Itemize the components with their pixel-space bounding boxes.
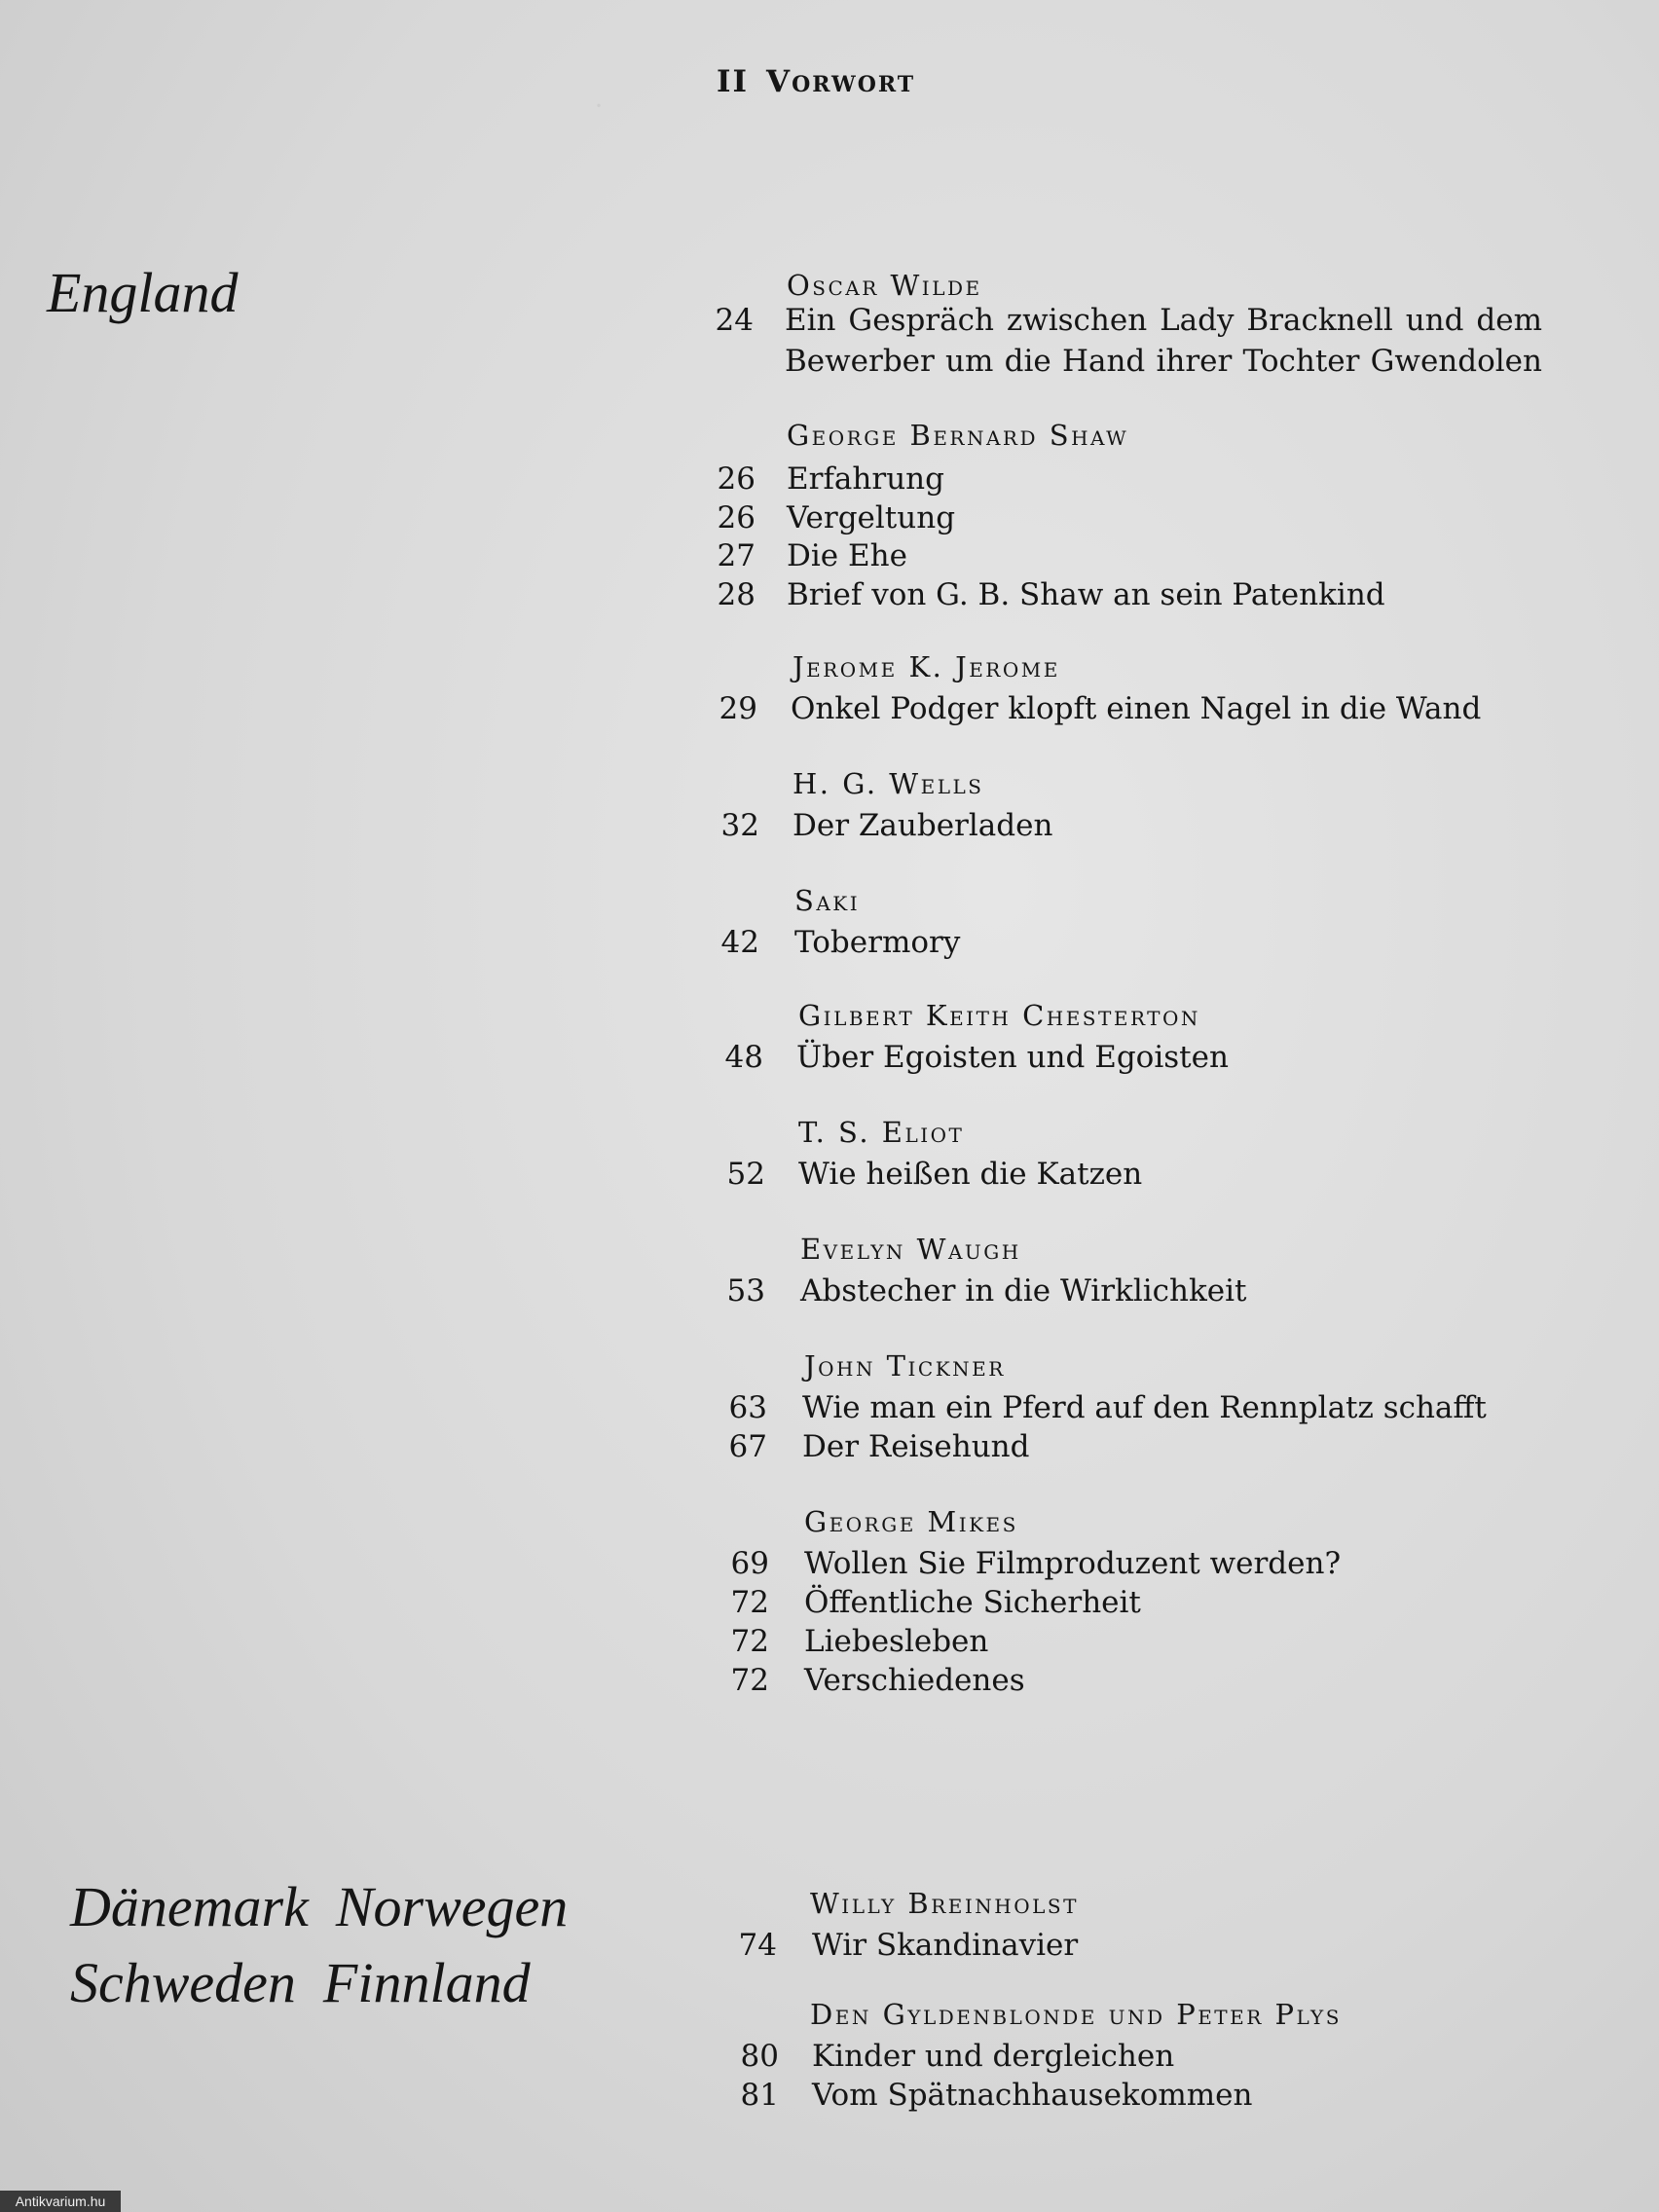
- author-name: Saki: [794, 884, 861, 917]
- region-word: Dänemark: [70, 1875, 309, 1938]
- page-number: 42: [720, 925, 759, 960]
- page-number: 80: [740, 2039, 779, 2074]
- entry-title: Tobermory: [794, 925, 961, 960]
- page-number: 26: [717, 500, 756, 535]
- region-scandinavia: [70, 1869, 595, 2021]
- entry-title: Onkel Podger klopft einen Nagel in die Wand: [791, 691, 1482, 726]
- page-header: [717, 64, 915, 99]
- page-number: 67: [728, 1429, 767, 1464]
- author-name: Jerome K. Jerome: [793, 650, 1060, 683]
- author-name: George Bernard Shaw: [787, 419, 1129, 452]
- entry-title: Brief von G. B. Shaw an sein Patenkind: [787, 577, 1385, 612]
- header-number: II: [717, 64, 750, 99]
- region-england: [47, 255, 266, 331]
- watermark: Antikvarium.hu: [0, 2191, 121, 2212]
- page-number: 29: [719, 691, 757, 726]
- entry-title: Kinder und dergleichen: [812, 2039, 1175, 2074]
- page-number: 27: [717, 538, 756, 573]
- author-name: Oscar Wilde: [787, 269, 982, 302]
- author-name: Willy Breinholst: [810, 1887, 1079, 1920]
- author-name: Gilbert Keith Chesterton: [798, 999, 1200, 1032]
- page-number: 53: [726, 1273, 765, 1309]
- entry-title: Über Egoisten und Egoisten: [796, 1040, 1229, 1075]
- entry-title: Vom Spätnachhausekommen: [812, 2078, 1253, 2113]
- entry-title: Der Zauberladen: [793, 808, 1053, 843]
- page-number: 72: [730, 1585, 769, 1620]
- author-name: George Mikes: [804, 1505, 1018, 1538]
- page-number: 26: [717, 461, 756, 497]
- page-number: 72: [730, 1624, 769, 1659]
- author-name: H. G. Wells: [793, 767, 984, 800]
- entry-title: Die Ehe: [787, 538, 907, 573]
- entry-title: Wollen Sie Filmproduzent werden?: [804, 1546, 1342, 1581]
- author-name: Evelyn Waugh: [800, 1233, 1021, 1266]
- entry-title: Ein Gespräch zwischen Lady Bracknell und dem: [785, 303, 1542, 338]
- page-number: 28: [717, 577, 756, 612]
- author-name: T. S. Eliot: [798, 1116, 965, 1149]
- page-number: 69: [730, 1546, 769, 1581]
- region-word: Schweden: [70, 1951, 296, 2014]
- header-title: Vorwort: [766, 64, 916, 99]
- entry-title: Verschiedenes: [804, 1663, 1025, 1698]
- author-name: John Tickner: [804, 1349, 1006, 1382]
- region-word: Norwegen: [335, 1875, 569, 1938]
- entry-title: Der Reisehund: [802, 1429, 1030, 1464]
- entry-title: Öffentliche Sicherheit: [804, 1585, 1141, 1620]
- bleed-through-text: ·: [594, 90, 604, 122]
- region-word: Finnland: [322, 1951, 531, 2014]
- entry-title: Abstecher in die Wirklichkeit: [800, 1273, 1247, 1309]
- page-number: 32: [720, 808, 759, 843]
- page-number: 52: [726, 1157, 765, 1192]
- entry-title: Wie heißen die Katzen: [798, 1157, 1143, 1192]
- page-number: 74: [738, 1928, 777, 1963]
- author-name: Den Gyldenblonde und Peter Plys: [810, 1998, 1342, 2031]
- page-number: 48: [724, 1040, 763, 1075]
- page-number: 63: [728, 1390, 767, 1425]
- entry-title: Erfahrung: [787, 461, 944, 497]
- entry-title: Bewerber um die Hand ihrer Tochter Gwendolen: [785, 344, 1542, 379]
- entry-title: Wie man ein Pferd auf den Rennplatz schafft: [802, 1390, 1487, 1425]
- page-number: 81: [740, 2078, 779, 2113]
- page-number: 72: [730, 1663, 769, 1698]
- region-word: England: [47, 261, 239, 324]
- entry-title: Wir Skandinavier: [812, 1928, 1079, 1963]
- entry-title: Vergeltung: [787, 500, 956, 535]
- page-number: 24: [715, 303, 754, 338]
- entry-title: Liebesleben: [804, 1624, 989, 1659]
